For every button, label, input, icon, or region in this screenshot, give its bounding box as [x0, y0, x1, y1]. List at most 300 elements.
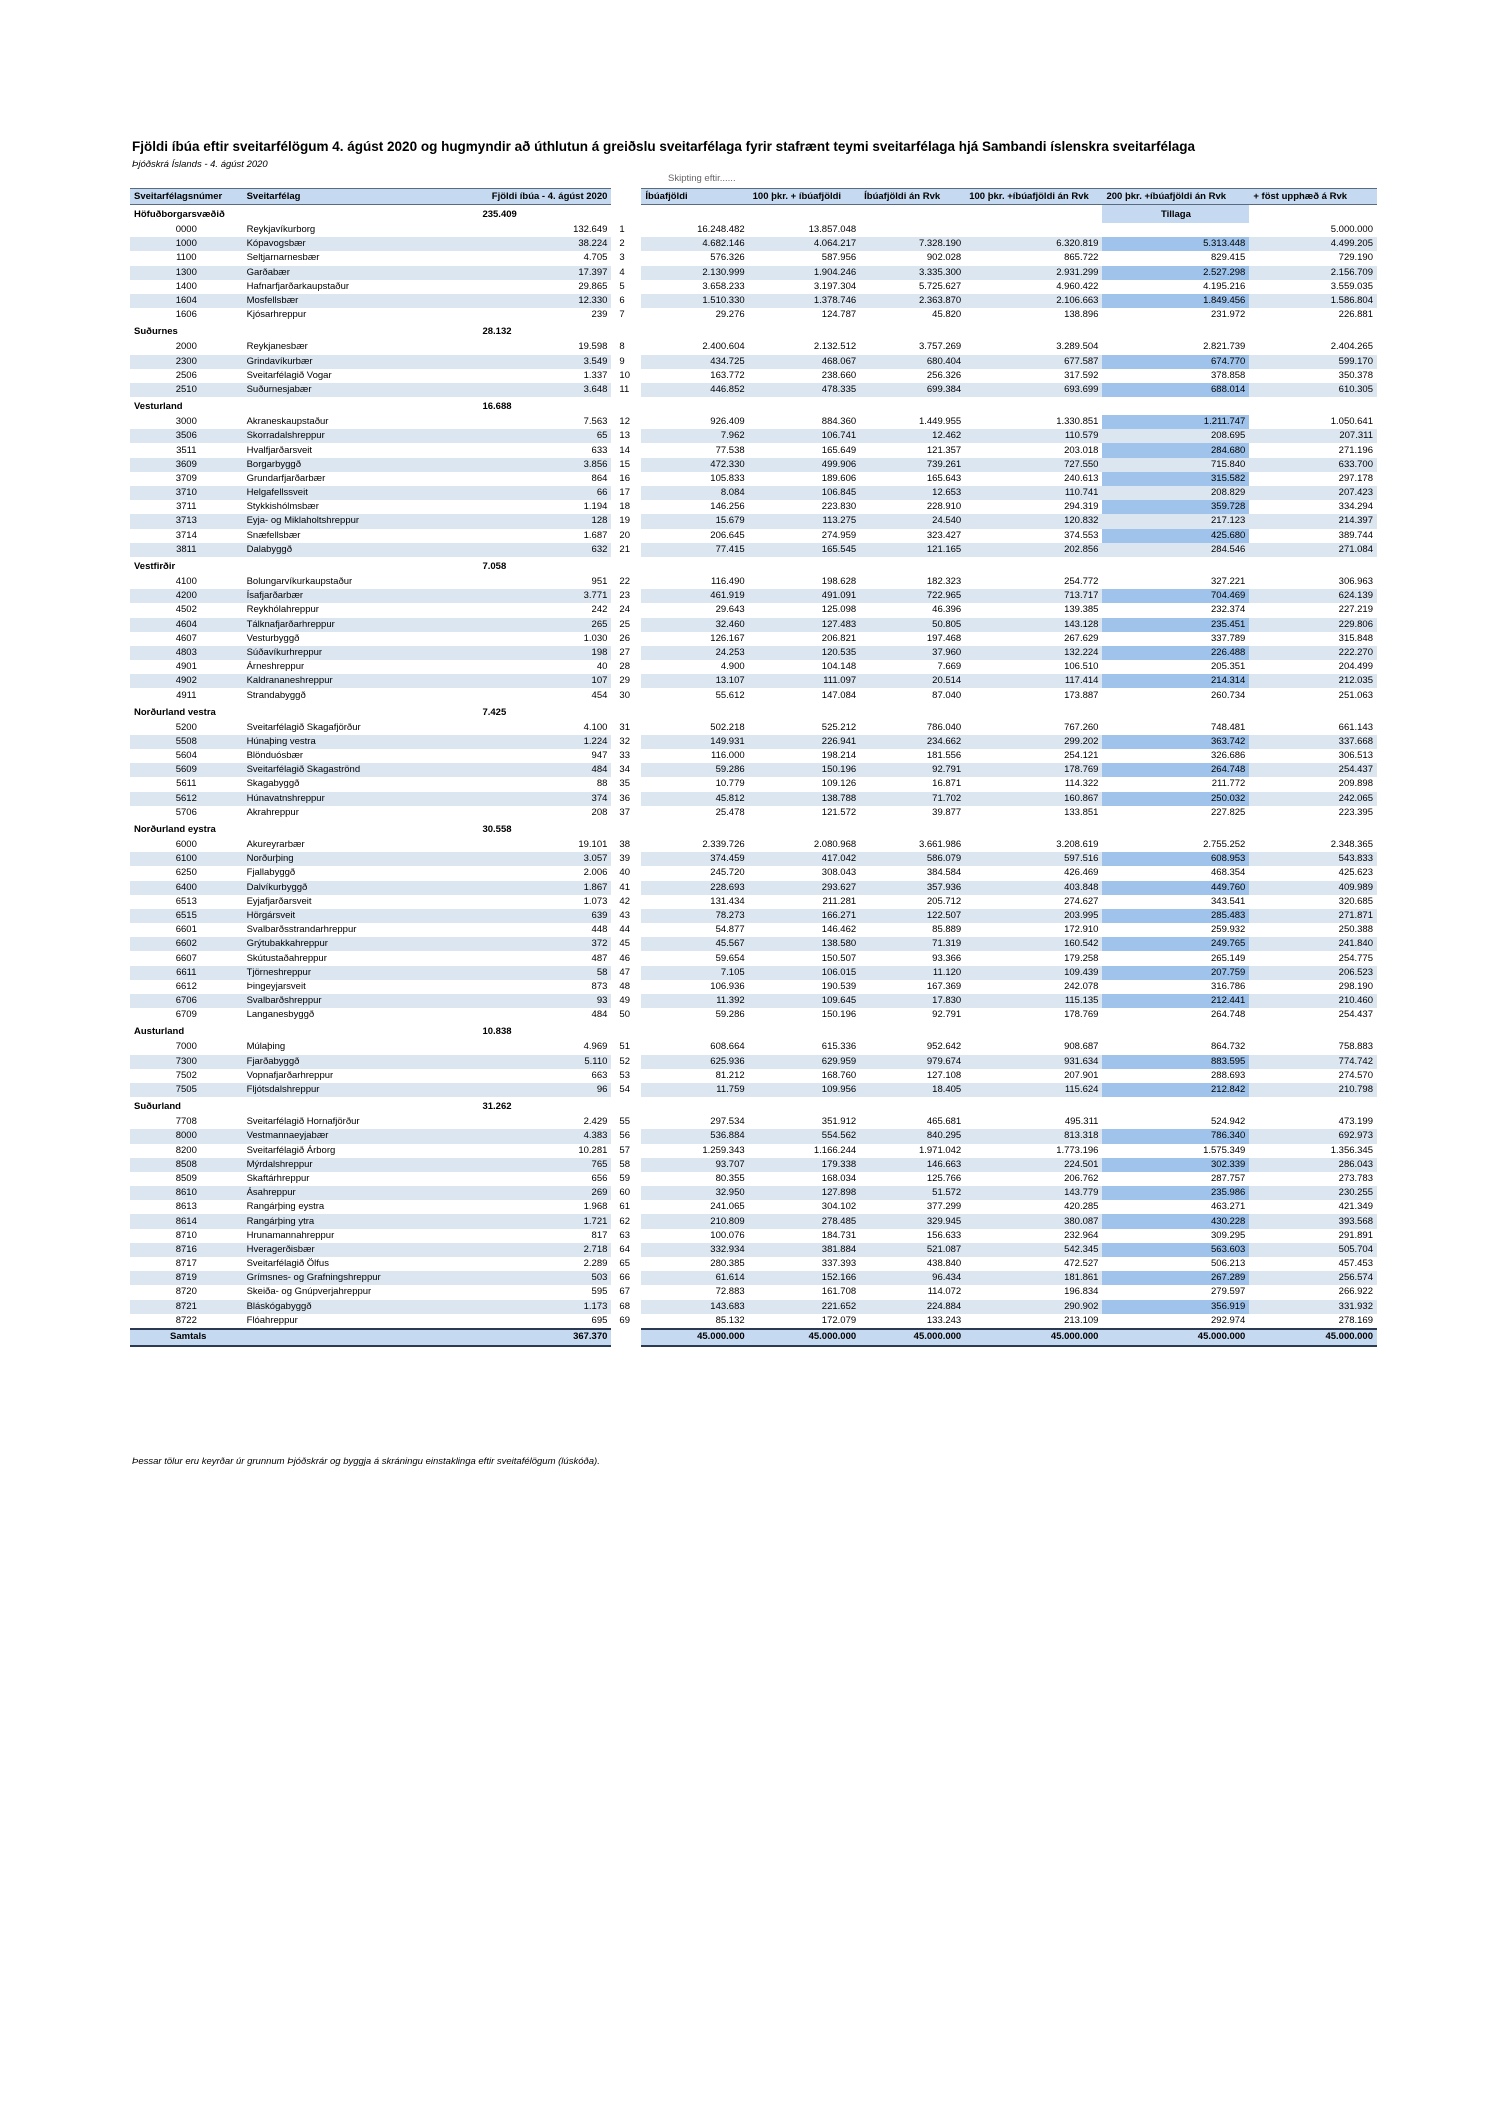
- value-an-rvk: 224.884: [860, 1300, 965, 1314]
- municipality-code: 6515: [130, 909, 243, 923]
- population: 58: [478, 966, 611, 980]
- value-100-an-rvk: 114.322: [1064, 778, 1099, 790]
- value-ibuafjoldi: 163.772: [710, 369, 745, 381]
- empty-cell: [860, 1097, 965, 1115]
- col-header-100-plus: 100 þkr. + íbúafjöldi: [749, 189, 861, 205]
- value-100-plus: 124.787: [821, 309, 857, 321]
- value-200-an-rvk: 284.546: [1102, 543, 1249, 557]
- population: 1.173: [478, 1300, 611, 1314]
- value-an-rvk: 786.040: [926, 721, 962, 733]
- value-200-an-rvk: 208.695: [1102, 429, 1249, 443]
- municipality-code: 3511: [176, 444, 197, 456]
- empty-cell: [1102, 557, 1249, 575]
- table-row: [130, 1115, 1377, 1129]
- rank-number: 64: [611, 1243, 641, 1257]
- col-header-fixed-rvk: + föst upphæð á Rvk: [1249, 189, 1377, 205]
- municipality-code: 8613: [175, 1201, 197, 1213]
- municipality-code: 5508: [130, 735, 243, 749]
- municipality-name: Grýtubakkahreppur: [243, 937, 479, 951]
- value-100-an-rvk: 139.385: [1064, 604, 1099, 616]
- municipality-code: 8200: [175, 1144, 197, 1156]
- value-an-rvk: 256.326: [926, 369, 962, 381]
- value-100-an-rvk: 206.762: [1064, 1172, 1099, 1184]
- empty-cell: [965, 205, 1102, 224]
- municipality-code: 1100: [176, 252, 197, 264]
- value-100-an-rvk: 931.634: [965, 1055, 1102, 1069]
- value-100-an-rvk: 403.848: [965, 881, 1102, 895]
- value-100-an-rvk: 3.208.619: [1056, 839, 1099, 851]
- value-100-plus: 127.898: [749, 1186, 861, 1200]
- value-fixed-rvk: 315.848: [1338, 632, 1373, 644]
- municipality-name: Sveitarfélagið Hornafjörður: [246, 1116, 360, 1128]
- municipality-name: Fjallabyggð: [246, 867, 296, 879]
- value-200-an-rvk: 226.488: [1102, 646, 1249, 660]
- table-row: [130, 923, 1377, 937]
- value-ibuafjoldi: 10.779: [715, 778, 745, 790]
- value-fixed-rvk: 409.989: [1249, 881, 1377, 895]
- value-100-an-rvk: 2.106.663: [965, 294, 1102, 308]
- population: 198: [478, 646, 611, 660]
- value-fixed-rvk: 692.973: [1249, 1129, 1377, 1143]
- value-100-plus: 2.132.512: [813, 341, 857, 353]
- rank-number: 15: [611, 458, 641, 472]
- municipality-code: 3000: [175, 416, 197, 428]
- value-ibuafjoldi: 81.212: [715, 1069, 745, 1081]
- municipality-name: Dalabyggð: [243, 543, 479, 557]
- rank-number: 59: [611, 1172, 641, 1186]
- rank-number: 5: [611, 280, 641, 294]
- value-an-rvk: 18.405: [860, 1083, 965, 1097]
- value-an-rvk: 11.120: [860, 966, 965, 980]
- value-fixed-rvk: 334.294: [1338, 501, 1373, 513]
- value-an-rvk: 20.514: [860, 674, 965, 688]
- value-100-plus: 293.627: [749, 881, 861, 895]
- empty-cell: [641, 205, 748, 224]
- value-ibuafjoldi: 13.107: [641, 674, 748, 688]
- population: 1.968: [583, 1201, 608, 1213]
- value-100-plus: 189.606: [821, 472, 857, 484]
- municipality-code: 7505: [130, 1083, 243, 1097]
- population: 5.110: [478, 1055, 611, 1069]
- municipality-name: Akrahreppur: [246, 806, 299, 818]
- value-fixed-rvk: 599.170: [1249, 355, 1377, 369]
- value-fixed-rvk: 661.143: [1338, 721, 1373, 733]
- value-an-rvk: 902.028: [926, 252, 962, 264]
- value-ibuafjoldi: 926.409: [710, 416, 745, 428]
- value-100-plus: 113.275: [749, 514, 861, 528]
- value-ibuafjoldi: 536.884: [641, 1129, 748, 1143]
- municipality-name: Akraneskaupstaður: [246, 416, 329, 428]
- value-an-rvk: 181.556: [926, 750, 962, 762]
- municipality-code: 3811: [130, 543, 243, 557]
- municipality-name: Tálknafjarðarhreppur: [243, 618, 479, 632]
- rank-number: 35: [611, 777, 641, 791]
- population: 503: [478, 1271, 611, 1285]
- value-100-an-rvk: 290.902: [965, 1300, 1102, 1314]
- value-100-an-rvk: 115.135: [965, 994, 1102, 1008]
- rank-number: 54: [611, 1083, 641, 1097]
- municipality-code: 6250: [175, 867, 197, 879]
- municipality-code: 6000: [175, 839, 197, 851]
- value-ibuafjoldi: 472.330: [641, 458, 748, 472]
- value-100-an-rvk: 110.741: [965, 486, 1102, 500]
- table-row: [130, 980, 1377, 994]
- municipality-code: 4200: [130, 589, 243, 603]
- value-ibuafjoldi: 59.286: [641, 763, 748, 777]
- total-f: 45.000.000: [1249, 1329, 1377, 1346]
- region-name: Norðurland eystra: [134, 823, 216, 835]
- empty-cell: [860, 820, 965, 838]
- municipality-code: 2510: [130, 383, 243, 397]
- gap-cell: [611, 1097, 641, 1115]
- gap-cell: [611, 205, 641, 224]
- rank-number: 28: [611, 660, 641, 674]
- value-100-an-rvk: 160.542: [965, 937, 1102, 951]
- value-fixed-rvk: 254.437: [1249, 763, 1377, 777]
- value-100-plus: 1.378.746: [749, 294, 861, 308]
- value-100-an-rvk: 542.345: [965, 1243, 1102, 1257]
- value-100-an-rvk: 203.995: [965, 909, 1102, 923]
- rank-number: 27: [611, 646, 641, 660]
- municipality-code: 3710: [130, 486, 243, 500]
- empty-cell: [749, 397, 861, 415]
- value-ibuafjoldi: 149.931: [641, 735, 748, 749]
- population: 239: [591, 309, 608, 321]
- table-row: [130, 603, 1377, 617]
- value-100-an-rvk: 1.773.196: [1056, 1144, 1099, 1156]
- municipality-name: Vesturbyggð: [246, 632, 300, 644]
- value-an-rvk: 228.910: [926, 501, 962, 513]
- value-ibuafjoldi: 72.883: [715, 1286, 745, 1298]
- value-fixed-rvk: 393.568: [1249, 1214, 1377, 1228]
- population: 817: [591, 1229, 608, 1241]
- value-fixed-rvk: 241.840: [1249, 937, 1377, 951]
- value-100-an-rvk: 317.592: [1064, 369, 1099, 381]
- value-fixed-rvk: 226.881: [1338, 309, 1373, 321]
- value-200-an-rvk: 212.441: [1102, 994, 1249, 1008]
- rank-number: 60: [611, 1186, 641, 1200]
- table-row: [130, 280, 1377, 294]
- value-100-an-rvk: 115.624: [965, 1083, 1102, 1097]
- rank-number: 45: [611, 937, 641, 951]
- value-100-an-rvk: 173.887: [1064, 689, 1099, 701]
- region-total: 28.132: [482, 326, 512, 338]
- value-200-an-rvk: 430.228: [1102, 1214, 1249, 1228]
- value-fixed-rvk: 389.744: [1338, 529, 1373, 541]
- value-100-plus: 121.572: [821, 806, 857, 818]
- rank-number: 51: [611, 1040, 641, 1054]
- value-fixed-rvk: 298.190: [1338, 980, 1373, 992]
- municipality-name: Súðavíkurhreppur: [243, 646, 479, 660]
- empty-cell: [965, 703, 1102, 721]
- population: 639: [478, 909, 611, 923]
- rank-number: 22: [611, 575, 641, 589]
- value-200-an-rvk: 285.483: [1102, 909, 1249, 923]
- municipality-name: Reykhólahreppur: [246, 604, 319, 616]
- value-100-plus: 629.959: [749, 1055, 861, 1069]
- value-fixed-rvk: 1.586.804: [1249, 294, 1377, 308]
- rank-number: 69: [611, 1314, 641, 1329]
- value-100-plus: 120.535: [749, 646, 861, 660]
- table-row: [130, 688, 1377, 702]
- municipality-name: Hvalfjarðarsveit: [246, 444, 313, 456]
- value-100-an-rvk: 196.834: [1064, 1286, 1099, 1298]
- table-row: [130, 763, 1377, 777]
- value-200-an-rvk: 704.469: [1102, 589, 1249, 603]
- value-100-plus: 172.079: [821, 1314, 857, 1326]
- municipality-code: 8610: [130, 1186, 243, 1200]
- value-100-plus: 221.652: [749, 1300, 861, 1314]
- value-200-an-rvk: 208.829: [1102, 486, 1249, 500]
- population: 1.867: [478, 881, 611, 895]
- table-row: [130, 806, 1377, 820]
- value-ibuafjoldi: 85.132: [715, 1314, 745, 1326]
- value-an-rvk: 197.468: [926, 632, 962, 644]
- table-row: [130, 838, 1377, 852]
- value-200-an-rvk: 260.734: [1211, 689, 1246, 701]
- value-100-plus: 417.042: [749, 852, 861, 866]
- region-total: 7.058: [482, 560, 507, 572]
- rank-number: 11: [611, 383, 641, 397]
- value-ibuafjoldi: 146.256: [710, 501, 745, 513]
- value-200-an-rvk: 378.858: [1211, 369, 1246, 381]
- empty-cell: [965, 397, 1102, 415]
- value-an-rvk: 12.653: [860, 486, 965, 500]
- municipality-code: 1604: [130, 294, 243, 308]
- value-fixed-rvk: 229.806: [1249, 618, 1377, 632]
- table-row: [130, 589, 1377, 603]
- population: 4.383: [478, 1129, 611, 1143]
- municipality-name: Svalbarðshreppur: [243, 994, 479, 1008]
- value-100-an-rvk: 426.469: [1064, 867, 1099, 879]
- value-an-rvk: 5.725.627: [918, 280, 962, 292]
- value-fixed-rvk: 5.000.000: [1330, 224, 1373, 236]
- rank-number: 40: [611, 866, 641, 880]
- population: 7.563: [583, 416, 608, 428]
- municipality-name: Snæfellsbær: [246, 529, 301, 541]
- value-ibuafjoldi: 80.355: [715, 1172, 745, 1184]
- municipality-table: [130, 188, 1377, 1347]
- value-100-an-rvk: 597.516: [965, 852, 1102, 866]
- region-total: 31.262: [482, 1101, 512, 1113]
- value-200-an-rvk: 608.953: [1102, 852, 1249, 866]
- rank-number: 30: [611, 688, 641, 702]
- municipality-name: Grindavíkurbær: [243, 355, 479, 369]
- region-name: Vestfirðir: [134, 560, 176, 572]
- value-100-an-rvk: 179.258: [1064, 952, 1099, 964]
- empty-cell: [860, 557, 965, 575]
- value-200-an-rvk: 2.527.298: [1102, 266, 1249, 280]
- empty-cell: [860, 703, 965, 721]
- municipality-code: 2300: [130, 355, 243, 369]
- municipality-code: 3714: [175, 529, 197, 541]
- gap-cell: [611, 1329, 641, 1346]
- rank-number: 4: [611, 266, 641, 280]
- value-an-rvk: 384.584: [926, 867, 962, 879]
- value-200-an-rvk: 211.772: [1211, 778, 1246, 790]
- value-100-plus: 109.956: [749, 1083, 861, 1097]
- rank-number: 8: [611, 340, 641, 354]
- municipality-name: Skorradalshreppur: [243, 429, 479, 443]
- empty-cell: [860, 1022, 965, 1040]
- value-200-an-rvk: 279.597: [1211, 1286, 1246, 1298]
- empty-cell: [965, 820, 1102, 838]
- value-ibuafjoldi: 434.725: [641, 355, 748, 369]
- municipality-name: Langanesbyggð: [246, 1009, 315, 1021]
- table-row: [130, 1172, 1377, 1186]
- region-name: Austurland: [134, 1026, 185, 1038]
- value-fixed-rvk: 278.169: [1338, 1314, 1373, 1326]
- rank-number: 38: [611, 838, 641, 852]
- value-100-an-rvk: 1.330.851: [1056, 416, 1099, 428]
- value-100-plus: 168.034: [821, 1172, 857, 1184]
- municipality-code: 5706: [175, 806, 197, 818]
- gap-cell: [611, 322, 641, 340]
- value-ibuafjoldi: 45.567: [641, 937, 748, 951]
- table-row: [130, 674, 1377, 688]
- value-ibuafjoldi: 45.812: [641, 792, 748, 806]
- value-ibuafjoldi: 446.852: [641, 383, 748, 397]
- value-100-plus: 184.731: [821, 1229, 857, 1241]
- table-row: [130, 472, 1377, 486]
- population: 454: [591, 689, 608, 701]
- value-100-an-rvk: 2.931.299: [965, 266, 1102, 280]
- region-row: [130, 703, 1377, 721]
- value-100-plus: 554.562: [749, 1129, 861, 1143]
- value-ibuafjoldi: 297.534: [710, 1116, 745, 1128]
- population: 873: [591, 980, 608, 992]
- tillaga-label: Tillaga: [1102, 205, 1249, 224]
- value-100-plus: 381.884: [749, 1243, 861, 1257]
- value-fixed-rvk: 286.043: [1249, 1158, 1377, 1172]
- value-an-rvk: 3.335.300: [860, 266, 965, 280]
- population: 864: [591, 472, 608, 484]
- municipality-code: 6706: [130, 994, 243, 1008]
- value-fixed-rvk: 633.700: [1249, 458, 1377, 472]
- value-ibuafjoldi: 332.934: [641, 1243, 748, 1257]
- municipality-code: 8716: [130, 1243, 243, 1257]
- value-fixed-rvk: 306.963: [1338, 576, 1373, 588]
- value-ibuafjoldi: 11.759: [641, 1083, 748, 1097]
- table-row: [130, 1186, 1377, 1200]
- empty-cell: [1249, 703, 1377, 721]
- population: 487: [591, 952, 608, 964]
- municipality-name: Garðabær: [243, 266, 479, 280]
- value-100-plus: 278.485: [749, 1214, 861, 1228]
- municipality-code: 6400: [130, 881, 243, 895]
- value-ibuafjoldi: 3.658.233: [702, 280, 745, 292]
- value-100-an-rvk: 138.896: [1064, 309, 1099, 321]
- value-200-an-rvk: 288.693: [1211, 1069, 1246, 1081]
- table-row: [130, 1314, 1377, 1329]
- value-100-plus: 150.196: [749, 763, 861, 777]
- value-ibuafjoldi: 608.664: [710, 1041, 745, 1053]
- population: 595: [591, 1286, 608, 1298]
- value-100-plus: 165.545: [749, 543, 861, 557]
- value-ibuafjoldi: 4.682.146: [641, 237, 748, 251]
- value-100-an-rvk: 132.224: [965, 646, 1102, 660]
- value-200-an-rvk: 284.680: [1102, 443, 1249, 457]
- population: 38.224: [478, 237, 611, 251]
- value-200-an-rvk: 326.686: [1211, 750, 1246, 762]
- value-an-rvk: 46.396: [932, 604, 962, 616]
- municipality-code: 4803: [130, 646, 243, 660]
- region-row: [130, 557, 1377, 575]
- value-100-an-rvk: 299.202: [965, 735, 1102, 749]
- value-200-an-rvk: 259.932: [1211, 924, 1246, 936]
- value-an-rvk: 323.427: [926, 529, 962, 541]
- rank-number: 9: [611, 355, 641, 369]
- empty-cell: [749, 1097, 861, 1115]
- population: 19.101: [578, 839, 608, 851]
- empty-cell: [860, 397, 965, 415]
- value-fixed-rvk: 2.404.265: [1330, 341, 1373, 353]
- empty-cell: [641, 557, 748, 575]
- population: 2.429: [583, 1116, 608, 1128]
- municipality-name: Húnavatnshreppur: [243, 792, 479, 806]
- source-subtitle: Þjóðskrá Íslands - 4. ágúst 2020: [132, 159, 268, 170]
- value-fixed-rvk: 271.196: [1338, 444, 1373, 456]
- value-ibuafjoldi: 143.683: [641, 1300, 748, 1314]
- municipality-name: Sveitarfélagið Skagaströnd: [243, 763, 479, 777]
- municipality-name: Vopnafjarðarhreppur: [246, 1069, 334, 1081]
- rank-number: 50: [611, 1008, 641, 1022]
- value-100-an-rvk: 224.501: [965, 1158, 1102, 1172]
- value-100-plus: 238.660: [821, 369, 857, 381]
- empty-cell: [641, 1097, 748, 1115]
- value-fixed-rvk: 610.305: [1249, 383, 1377, 397]
- value-200-an-rvk: 449.760: [1102, 881, 1249, 895]
- value-100-an-rvk: 120.832: [965, 514, 1102, 528]
- municipality-name: Eyja- og Miklaholtshreppur: [243, 514, 479, 528]
- value-ibuafjoldi: 206.645: [710, 529, 745, 541]
- population: 93: [478, 994, 611, 1008]
- value-100-an-rvk: 713.717: [965, 589, 1102, 603]
- table-row: [130, 735, 1377, 749]
- table-row: [130, 1300, 1377, 1314]
- value-200-an-rvk: 227.825: [1211, 806, 1246, 818]
- municipality-name: Múlaþing: [246, 1041, 286, 1053]
- municipality-name: Reykjavíkurborg: [246, 224, 316, 236]
- table-row: [130, 1129, 1377, 1143]
- value-fixed-rvk: 223.395: [1338, 806, 1373, 818]
- table-row: [130, 895, 1377, 909]
- municipality-name: Sveitarfélagið Ölfus: [246, 1258, 329, 1270]
- value-an-rvk: 146.663: [860, 1158, 965, 1172]
- value-ibuafjoldi: 1.510.330: [641, 294, 748, 308]
- population: 765: [478, 1158, 611, 1172]
- value-an-rvk: 952.642: [926, 1041, 962, 1053]
- rank-number: 67: [611, 1285, 641, 1299]
- empty-cell: [1249, 322, 1377, 340]
- region-row: [130, 205, 1377, 224]
- value-100-plus: 499.906: [749, 458, 861, 472]
- table-row: [130, 294, 1377, 308]
- municipality-code: 4502: [175, 604, 197, 616]
- value-fixed-rvk: 297.178: [1338, 472, 1373, 484]
- value-200-an-rvk: 343.541: [1211, 895, 1246, 907]
- value-200-an-rvk: 231.972: [1211, 309, 1246, 321]
- value-200-an-rvk: 363.742: [1102, 735, 1249, 749]
- table-row: [130, 340, 1377, 354]
- value-fixed-rvk: 624.139: [1249, 589, 1377, 603]
- rank-number: 41: [611, 881, 641, 895]
- value-an-rvk: 96.434: [860, 1271, 965, 1285]
- table-row: [130, 251, 1377, 265]
- value-an-rvk: 521.087: [860, 1243, 965, 1257]
- value-100-an-rvk: 4.960.422: [1056, 280, 1099, 292]
- rank-number: 34: [611, 763, 641, 777]
